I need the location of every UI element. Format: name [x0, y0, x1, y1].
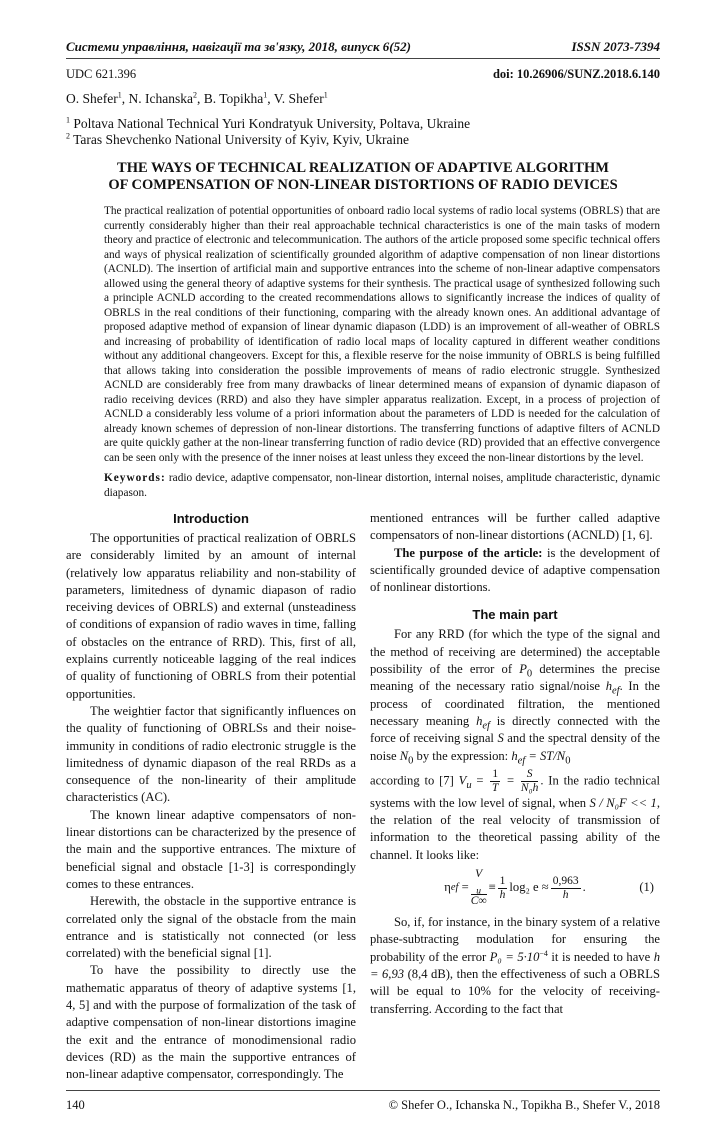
article-title: THE WAYS OF TECHNICAL REALIZATION OF ADAPTIVE ALGORITHM OF COMPENSATION OF NON-LINEAR DISTORTIONS OF RADIO DEVICES — [108, 160, 618, 193]
equation-number: (1) — [639, 880, 654, 895]
body-columns — [66, 510, 660, 1084]
author: B. Topikha$^1$, — [203, 90, 274, 106]
paragraph: For any RRD (for which the type of the signal and the method of receiving are determined) the acceptable possibility of the error of $P_0$ determines the precise meaning of the necessary ratio signal/noise $h_{ef}$. In the process of coordinated filtration, the mentioned necessary meaning $h_{ef}$ is directly connected with the force of receiving signal S and the spectral density of the noise $N_0$ by the expression: $h_{ef} = ST/N_0$ — [370, 627, 661, 767]
fraction: $\frac{S}{\text{N₀h}}$ — [520, 767, 539, 794]
paragraph: Herewith, the obstacle in the supportive entrance is correlated only the signal of the obstacle from the main entrance and is statistically not connected (or less correlated) with the beneficial signal [1]. — [66, 894, 356, 961]
section-heading-introduction: Introduction — [173, 511, 249, 526]
paragraph: according to [7] $V_u$ = $\frac{1}{T}$ = $\frac{S}{\text{N₀h}}$ . In the radio technical systems with the low level of signal, when S / N₀F << 1, the relation of the real velocity of transmission of information to the theoretical passing ability of the channel. It looks like: — [370, 767, 661, 862]
affiliation: $^1$ Poltava National Technical Yuri Kondratyuk University, Poltava, Ukraine — [66, 115, 471, 131]
page-footer — [66, 1097, 660, 1113]
author-list — [66, 90, 660, 108]
udc: UDC 621.396 — [66, 67, 137, 81]
doi-link[interactable]: doi: 10.26906/SUNZ.2018.6.140 — [492, 67, 660, 81]
paragraph: The known linear adaptive compensators of non-linear distortions can be characterized by the presence of the main and the supportive entrances. The mixture of beneficial signal and obstacle [1-3] is correspondingly comes to these entrances. — [66, 807, 356, 891]
left-column — [66, 510, 356, 1084]
author: O. Shefer$^1$, — [66, 90, 129, 106]
abstract: The practical realization of potential opportunities of onboard radio local systems of radio local systems (OBRLS) that are currently considerably higher than their real approachable technical characteristics is one of the main tasks of modern theory and practice of electronic and telecommunication. The authors of the article proposed some specific technical offers and ways of physical realization of scientifically grounded algorithm of adaptive compensation of non linear distortions (ACNLD). The insertion of artificial main and supportive entrances into the scheme of non-linear adaptive compensators allowed using the general theory of adaptive systems for their synthesis. The practical usage of synthesized following such a principle ACNLD according to the created recommendations allows to significantly increase the indices of quality of OBRLS in the real conditions of their functioning, comparing with the already known ones. An additional advantage of proposed adaptive method of expansion of linear dynamic diapason (LDD) is an improvement of all-weather of OBRLS and increasing of probability of identification of radio local maps of locality captured in different weather conditions without any additional changeovers. Except for this, a flexible reserve for the noise immunity of OBRLS is being fulfilled that allows taking into consideration the possible improvements of means of radio electronic struggle. Synthesized ACNLD are considerably free from many drawbacks of linear determined means of expansion of dynamic diapason of radio receiving devices (RRD) and also they have simpler apparatus realization. Except, in a process of projection of ACNLD a considerably less volume of a priori information about the parameters of LDD is needed for the calculation of already known schemes of depression of non-linear distortions. The transferring functions of adaptive filters of ACNLD are quite quickly gather at the non-linear transferring function of radio device (RD) provided that an effective convergence can be seen only with the presence of the inner noises at least unless they exceed the non-linear distortions by the level. — [104, 205, 660, 464]
meta-row — [66, 67, 660, 82]
purpose-paragraph: The purpose of the article: is the development of scientifically grounded device of adaptive compensation of nonlinear distortions. — [370, 545, 660, 595]
paragraph: To have the possibility to directly use the mathematic apparatus of theory of adaptive systems [1, 4, 5] and with the purpose of formalization of the task of adaptive compensation of non-linear distortions imagine the exit and the entrance of monodimensional radio devices (RD) as the main the supportive entrances of non-linear adaptive compensator, correspondingly. The — [66, 963, 356, 1082]
affiliation: $^2$ Taras Shevchenko National University of Kyiv, Kyiv, Ukraine — [66, 131, 409, 147]
running-header — [66, 38, 660, 56]
paragraph: The weightier factor that significantly influences on the quality of functioning of OBRLSs and their noise-immunity in conditions of radio electronic struggle is the limitedness of dynamic diapason of the real RRDs as a consequence of the non-linearity of their amplitude characteristics (AC). — [66, 703, 356, 805]
author: N. Ichanska$^2$, — [128, 90, 204, 106]
journal-title: Системи управління, навігації та зв'язку, 2018, випуск 6(52) — [66, 39, 411, 54]
paragraph: mentioned entrances will be further called adaptive compensators of non-linear distortions (ACNLD) [1, 6]. — [370, 511, 660, 543]
author: V. Shefer$^1$ — [273, 90, 328, 106]
footer-rule — [66, 1090, 660, 1091]
right-column — [370, 510, 660, 1084]
fraction: $\frac{1}{T}$ — [492, 767, 499, 794]
keywords: Keywords: radio device, adaptive compensator, non-linear distortion, internal noises, amplitude characteristic, dynamic diapason. — [104, 472, 660, 499]
page-number: 140 — [66, 1097, 85, 1112]
paragraph: So, if, for instance, in the binary system of a relative phase-subtracting modulation for ensuring the probability of the error $P_0 = 5\cdot 10^{-4}$ it is needed to have h = 6,93 (8,4 dB), then the effectiveness of such a OBRLS will be equal to 10% for the velocity of receiving-transferring. According to the fact that — [370, 915, 661, 1016]
copyright: © Shefer O., Ichanska N., Topikha B., Shefer V., 2018 — [388, 1097, 660, 1112]
equation-1: η ef = V $_u$ C∞ ≡ $\frac{1}{h}$ log₂ e ≈ $\frac{0,963}{h}$ . (1) — [444, 868, 654, 908]
paragraph: The opportunities of practical realization of OBRLS are considerably limited by an amount of internal (relatively low apparatus reliability and non-stability of parameters, limitedness of dynamic diapason of radio receiving devices of OBRLS) and external (unsteadiness of conditions of expansion of radio waves in time, falling of obstacles on the entrance of RRD). This, first of all, explains currently noticeable lagging of the real indices of quality of functioning of OBRLS from their potential opportunities. — [66, 531, 356, 701]
header-rule — [66, 58, 660, 59]
section-heading-main-part: The main part — [472, 607, 558, 623]
issn: ISSN 2073-7394 — [571, 39, 660, 54]
